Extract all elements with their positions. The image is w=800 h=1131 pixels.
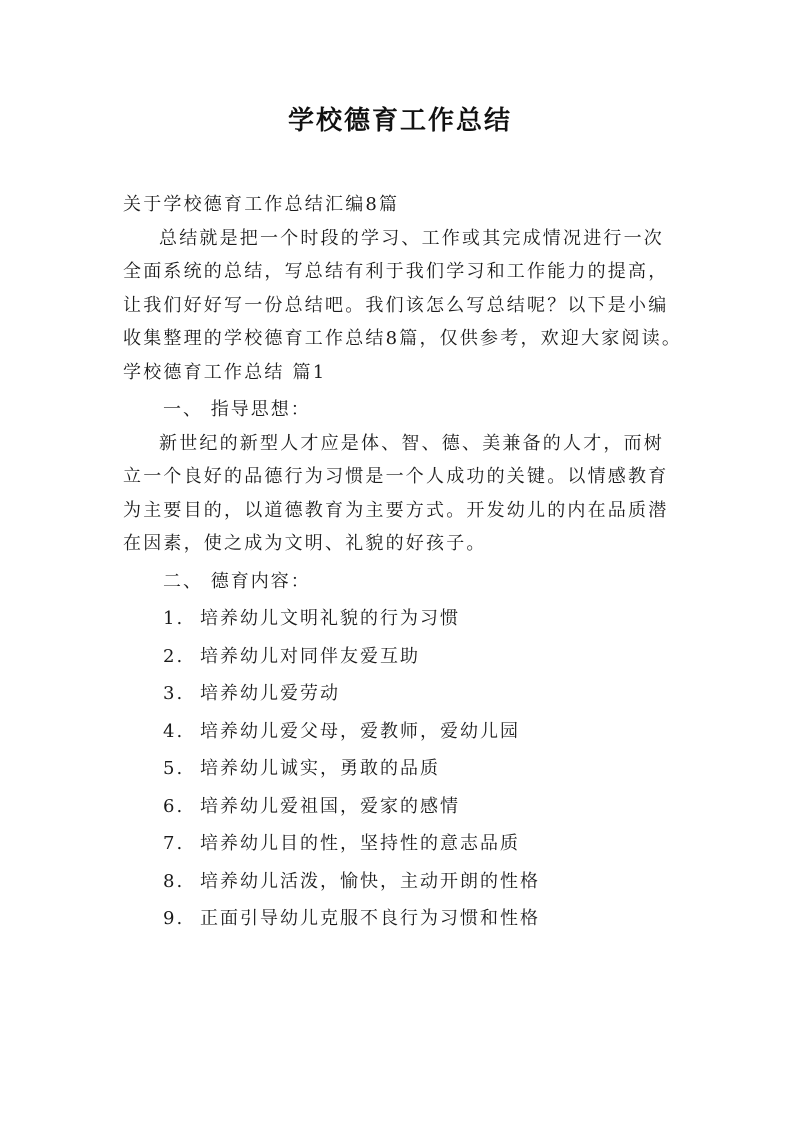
section-heading-guiding-ideas: 一、 指导思想： bbox=[163, 399, 311, 420]
list-item bbox=[123, 863, 683, 901]
list-item-number: 8. bbox=[163, 870, 185, 892]
list-item-text: 培养幼儿文明礼貌的行为习惯 bbox=[200, 608, 460, 629]
list-item-text: 培养幼儿活泼，愉快，主动开朗的性格 bbox=[200, 870, 540, 892]
list-item-text: 正面引导幼儿克服不良行为习惯和性格 bbox=[200, 908, 540, 929]
list-item bbox=[123, 825, 683, 863]
list-item-text: 培养幼儿爱劳动 bbox=[200, 683, 340, 704]
list-item bbox=[123, 713, 683, 751]
list-item bbox=[123, 638, 683, 676]
list-item-number: 4. bbox=[163, 720, 185, 742]
list-item bbox=[123, 600, 683, 638]
list-item-number: 1. bbox=[163, 608, 185, 629]
list-item bbox=[123, 900, 683, 938]
list-item-number: 3. bbox=[163, 683, 185, 704]
intro-paragraph: 总结就是把一个时段的学习、工作或其完成情况进行一次全面系统的总结，写总结有利于我们学习和工作能力的提高，让我们好好写一份总结吧。我们该怎么写总结呢？以下是小编收集整理的学校德育工作总结8篇，仅供参考，欢迎大家阅读。 bbox=[123, 227, 683, 349]
list-item bbox=[123, 675, 683, 713]
list-item bbox=[123, 750, 683, 788]
list-item-text: 培养幼儿诚实，勇敢的品质 bbox=[200, 758, 440, 779]
list-item bbox=[123, 788, 683, 826]
part-title: 学校德育工作总结 篇1 bbox=[123, 361, 327, 383]
list-item-text: 培养幼儿目的性，坚持性的意志品质 bbox=[200, 833, 520, 854]
list-item-number: 9. bbox=[163, 908, 185, 929]
content-list bbox=[123, 600, 683, 938]
list-item-number: 6. bbox=[163, 795, 185, 817]
page-title: 学校德育工作总结 bbox=[287, 106, 512, 136]
document-body bbox=[123, 188, 683, 938]
list-item-number: 5. bbox=[163, 758, 185, 779]
document-subtitle: 关于学校德育工作总结汇编8篇 bbox=[123, 194, 400, 215]
list-item-text: 培养幼儿爱祖国，爱家的感情 bbox=[200, 795, 460, 817]
list-item-number: 7. bbox=[163, 833, 185, 854]
section-heading-content: 二、 德育内容： bbox=[163, 570, 311, 592]
list-item-text: 培养幼儿对同伴友爱互助 bbox=[200, 645, 420, 667]
guiding-ideas-paragraph: 新世纪的新型人才应是体、智、德、美兼备的人才，而树立一个良好的品德行为习惯是一个人成功的关键。以情感教育为主要目的，以道德教育为主要方式。开发幼儿的内在品质潜在因素，使之成为文明、礼貌的好孩子。 bbox=[123, 432, 669, 554]
list-item-text: 培养幼儿爱父母，爱教师，爱幼儿园 bbox=[200, 720, 520, 742]
list-item-number: 2. bbox=[163, 645, 185, 667]
